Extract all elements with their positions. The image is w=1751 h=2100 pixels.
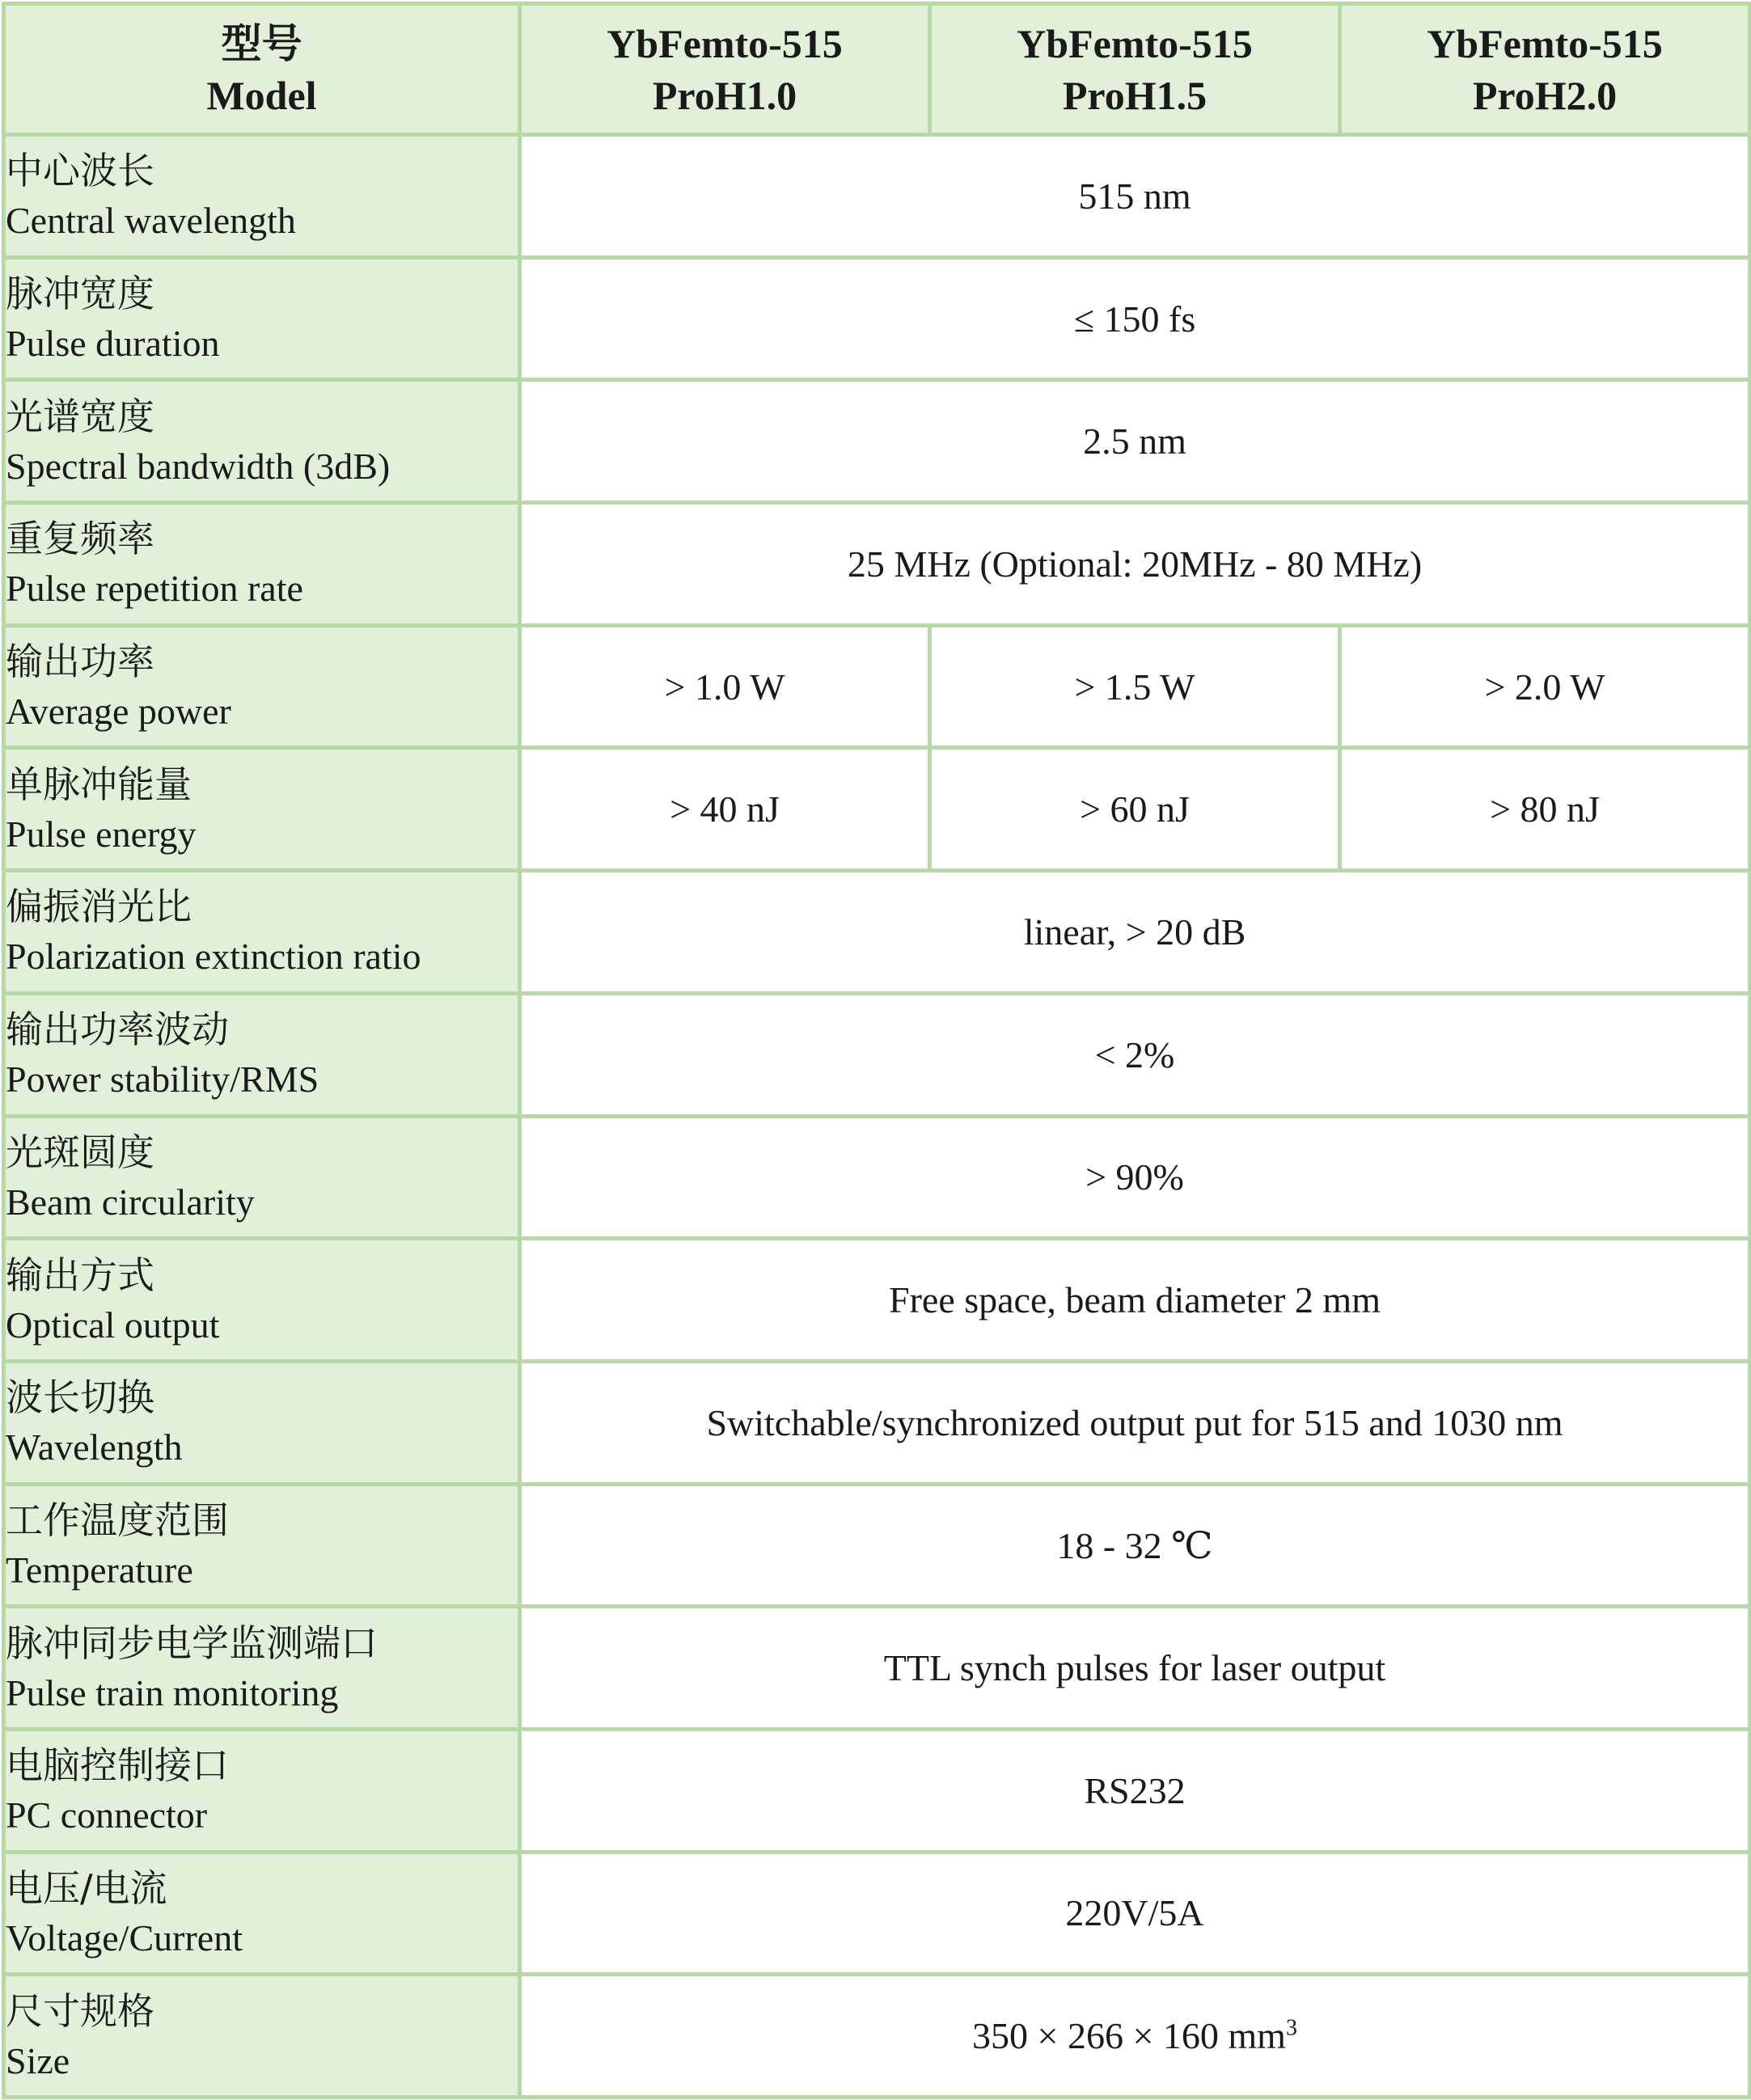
label-en: Power stability/RMS <box>6 1058 319 1101</box>
model-3-line1: YbFemto-515 <box>1427 20 1663 66</box>
row-label <box>4 993 520 1116</box>
row-value: 18 - 32 ℃ <box>520 1484 1750 1607</box>
label-en: Pulse train monitoring <box>6 1671 339 1713</box>
row-label <box>4 1975 520 2098</box>
table-row <box>4 1975 1750 2098</box>
size-unit-exponent: 3 <box>1285 2015 1297 2041</box>
label-en: Wavelength <box>6 1426 183 1468</box>
label-zh: 电压/电流 <box>6 1865 167 1910</box>
row-value: linear, > 20 dB <box>520 871 1750 994</box>
row-label <box>4 1607 520 1730</box>
row-value: 2.5 nm <box>520 380 1750 503</box>
row-label <box>4 257 520 380</box>
label-zh: 重复频率 <box>6 517 154 561</box>
header-model-1 <box>520 4 930 135</box>
spec-table <box>2 2 1751 2099</box>
model-3-line2: ProH2.0 <box>1472 72 1618 118</box>
row-label <box>4 1361 520 1484</box>
label-en: Average power <box>6 691 231 733</box>
table-row <box>4 1361 1750 1484</box>
table-row <box>4 257 1750 380</box>
table-row <box>4 1116 1750 1239</box>
table-row <box>4 1607 1750 1730</box>
row-value: > 90% <box>520 1116 1750 1239</box>
row-value-model-3: > 2.0 W <box>1340 625 1750 748</box>
table-row <box>4 625 1750 748</box>
row-label <box>4 625 520 748</box>
label-zh: 脉冲宽度 <box>6 272 154 316</box>
table-row <box>4 135 1750 258</box>
label-zh: 电脑控制接口 <box>6 1743 229 1788</box>
label-en: Pulse energy <box>6 813 197 855</box>
label-en: Optical output <box>6 1304 220 1346</box>
row-label <box>4 1239 520 1362</box>
label-en: Temperature <box>6 1549 193 1591</box>
row-value: 515 nm <box>520 135 1750 258</box>
row-label <box>4 503 520 626</box>
row-value: RS232 <box>520 1729 1750 1852</box>
label-zh: 输出功率波动 <box>6 1008 229 1052</box>
header-model-label <box>4 4 520 135</box>
row-label <box>4 871 520 994</box>
label-en: Spectral bandwidth (3dB) <box>6 445 391 487</box>
row-value: 25 MHz (Optional: 20MHz - 80 MHz) <box>520 503 1750 626</box>
row-label <box>4 748 520 871</box>
label-zh: 中心波长 <box>6 149 154 193</box>
table-row <box>4 1852 1750 1975</box>
label-en: Pulse repetition rate <box>6 568 303 610</box>
model-1-line2: ProH1.0 <box>652 72 797 118</box>
table-row <box>4 1729 1750 1852</box>
table-row <box>4 748 1750 871</box>
header-model-3 <box>1340 4 1750 135</box>
table-row <box>4 1484 1750 1607</box>
label-en: PC connector <box>6 1794 208 1836</box>
label-en: Pulse duration <box>6 323 220 365</box>
label-zh: 光斑圆度 <box>6 1130 154 1174</box>
row-value-model-1: > 40 nJ <box>520 748 930 871</box>
model-2-line1: YbFemto-515 <box>1017 20 1253 66</box>
row-value-model-3: > 80 nJ <box>1340 748 1750 871</box>
label-zh: 尺寸规格 <box>6 1988 154 2033</box>
model-2-line2: ProH1.5 <box>1062 72 1208 118</box>
label-en: Size <box>6 2039 70 2081</box>
size-value: 350 × 266 × 160 mm <box>972 2015 1286 2057</box>
row-value: Switchable/synchronized output put for 515 and 1030 nm <box>520 1361 1750 1484</box>
header-model-zh: 型号 <box>221 20 302 66</box>
row-value: 220V/5A <box>520 1852 1750 1975</box>
row-value-model-2: > 1.5 W <box>930 625 1340 748</box>
row-value-model-1: > 1.0 W <box>520 625 930 748</box>
row-value: Free space, beam diameter 2 mm <box>520 1239 1750 1362</box>
table-row <box>4 380 1750 503</box>
row-label <box>4 1116 520 1239</box>
label-zh: 波长切换 <box>6 1375 154 1420</box>
label-zh: 偏振消光比 <box>6 885 192 929</box>
label-en: Central wavelength <box>6 200 296 242</box>
row-value: TTL synch pulses for laser output <box>520 1607 1750 1730</box>
label-zh: 单脉冲能量 <box>6 762 192 806</box>
label-zh: 光谱宽度 <box>6 394 154 438</box>
table-row <box>4 993 1750 1116</box>
label-en: Polarization extinction ratio <box>6 936 421 978</box>
label-en: Beam circularity <box>6 1181 255 1223</box>
table-row <box>4 503 1750 626</box>
label-en: Voltage/Current <box>6 1916 243 1958</box>
row-label <box>4 1484 520 1607</box>
row-label <box>4 1852 520 1975</box>
row-value: ≤ 150 fs <box>520 257 1750 380</box>
label-zh: 输出方式 <box>6 1253 154 1297</box>
label-zh: 工作温度范围 <box>6 1498 229 1542</box>
row-value-size <box>520 1975 1750 2098</box>
row-label <box>4 1729 520 1852</box>
row-label <box>4 135 520 258</box>
label-zh: 输出功率 <box>6 640 154 684</box>
row-label <box>4 380 520 503</box>
model-1-line1: YbFemto-515 <box>607 20 843 66</box>
header-model-en: Model <box>206 72 317 118</box>
header-row <box>4 4 1750 135</box>
row-value-model-2: > 60 nJ <box>930 748 1340 871</box>
label-zh: 脉冲同步电学监测端口 <box>6 1620 378 1665</box>
header-model-2 <box>930 4 1340 135</box>
row-value: < 2% <box>520 993 1750 1116</box>
table-row <box>4 1239 1750 1362</box>
table-row <box>4 871 1750 994</box>
